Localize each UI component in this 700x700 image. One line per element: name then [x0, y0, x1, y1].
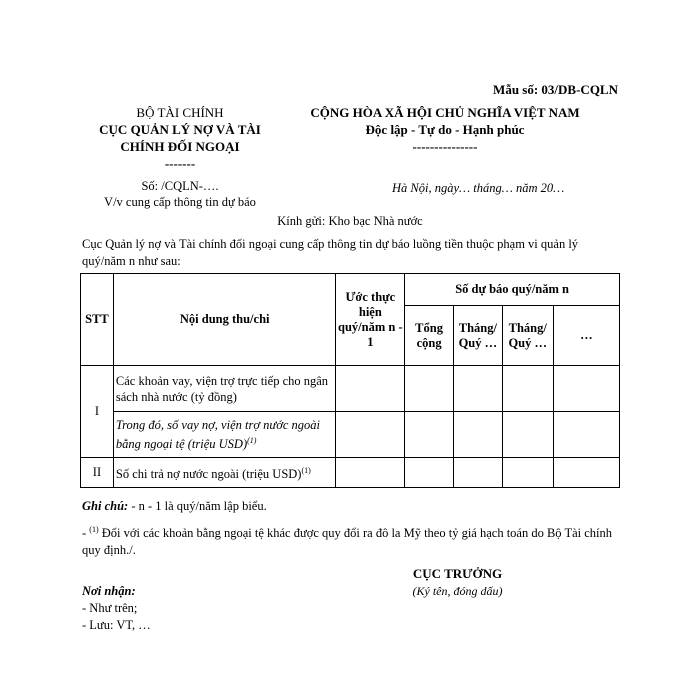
footnote-mark: (1)	[89, 525, 99, 534]
header-content: Nội dung thu/chi	[113, 274, 336, 366]
form-code: Mẫu số: 03/DB-CQLN	[493, 82, 618, 97]
signature-title: CỤC TRƯỞNG	[412, 566, 503, 581]
table-cell	[336, 458, 405, 488]
table-row	[81, 412, 620, 458]
department-name-line1: CỤC QUẢN LÝ NỢ VÀ TÀI	[99, 122, 261, 137]
table-cell	[553, 412, 619, 458]
row-stt-2: II	[81, 458, 114, 488]
table-cell	[502, 458, 553, 488]
table-cell	[502, 412, 553, 458]
footnote-ref: (1)	[247, 435, 257, 445]
row-content-2	[113, 412, 336, 458]
note-line	[82, 499, 267, 514]
header-estimate: Ước thực hiện quý/năm n - 1	[336, 274, 405, 366]
table-cell	[405, 366, 454, 412]
country-name: CỘNG HÒA XÃ HỘI CHỦ NGHĨA VIỆT NAM	[310, 105, 580, 120]
table-cell	[553, 366, 619, 412]
row-content-3-text: Số chi trả nợ nước ngoài (triệu USD)	[115, 467, 302, 482]
row-content-3	[113, 458, 336, 488]
table-row	[81, 366, 620, 412]
place-date: Hà Nội, ngày… tháng… năm 20…	[392, 181, 565, 195]
header-forecast-group: Số dự báo quý/năm n	[405, 274, 620, 306]
table-cell	[336, 412, 405, 458]
national-header	[285, 104, 605, 155]
header-month-quarter-1: Tháng/ Quý …	[453, 306, 502, 366]
document-subject: V/v cung cấp thông tin dự báo	[104, 195, 256, 209]
national-divider: ---------------	[412, 139, 478, 154]
document-number: Số: /CQLN-….	[141, 179, 219, 193]
table-cell	[405, 412, 454, 458]
recipient-item: - Lưu: VT, …	[82, 618, 151, 632]
row-stt-1: I	[81, 366, 114, 458]
department-name-line2: CHÍNH ĐỐI NGOẠI	[120, 139, 240, 154]
table-cell	[553, 458, 619, 488]
table-cell	[453, 412, 502, 458]
table-cell	[336, 366, 405, 412]
ministry-name: BỘ TÀI CHÍNH	[136, 105, 224, 120]
note-text: - n - 1 là quý/năm lập biểu.	[131, 499, 267, 513]
table-cell	[453, 458, 502, 488]
forecast-table	[80, 273, 620, 488]
note-label: Ghi chú:	[82, 499, 129, 513]
footnote-ref: (1)	[301, 465, 311, 475]
row-content-1: Các khoản vay, viện trợ trực tiếp cho ngân sách nhà nước (tỷ đồng)	[113, 366, 336, 412]
issuer-divider: -------	[164, 156, 196, 171]
table-row	[81, 458, 620, 488]
recipient-line: Kính gửi: Kho bạc Nhà nước	[277, 214, 423, 228]
header-stt: STT	[81, 274, 114, 366]
table-cell	[453, 366, 502, 412]
intro-paragraph: Cục Quản lý nợ và Tài chính đối ngoại cung cấp thông tin dự báo luồng tiền thuộc phạm vi quản lý quý/năm n như sau:	[82, 237, 579, 268]
footnote: - $^{(1)}$ Đối với các khoản bằng ngoại tệ khác được quy đổi ra đô la Mỹ theo tỷ giá hạch toán do Bộ Tài chính quy định./.	[82, 525, 613, 558]
recipient-item: - Như trên;	[82, 601, 138, 615]
national-motto: Độc lập - Tự do - Hạnh phúc	[365, 122, 525, 137]
signature-subtitle: (Ký tên, đóng dấu)	[412, 584, 503, 598]
footnote-text: Đối với các khoản bằng ngoại tệ khác được quy đổi ra đô la Mỹ theo tỷ giá hạch toán do Bộ Tài chính quy định./.	[82, 526, 613, 558]
table-cell	[502, 366, 553, 412]
issuer-header	[80, 104, 280, 172]
header-total: Tổng cộng	[405, 306, 454, 366]
row-content-2-text: Trong đó, số vay nợ, viện trợ nước ngoài bằng ngoại tệ (triệu USD)	[115, 417, 321, 452]
document-reference	[80, 178, 280, 210]
header-more-columns: …	[553, 306, 619, 366]
recipients-label: Nơi nhận:	[82, 584, 136, 598]
header-month-quarter-2: Tháng/ Quý …	[502, 306, 553, 366]
table-cell	[405, 458, 454, 488]
